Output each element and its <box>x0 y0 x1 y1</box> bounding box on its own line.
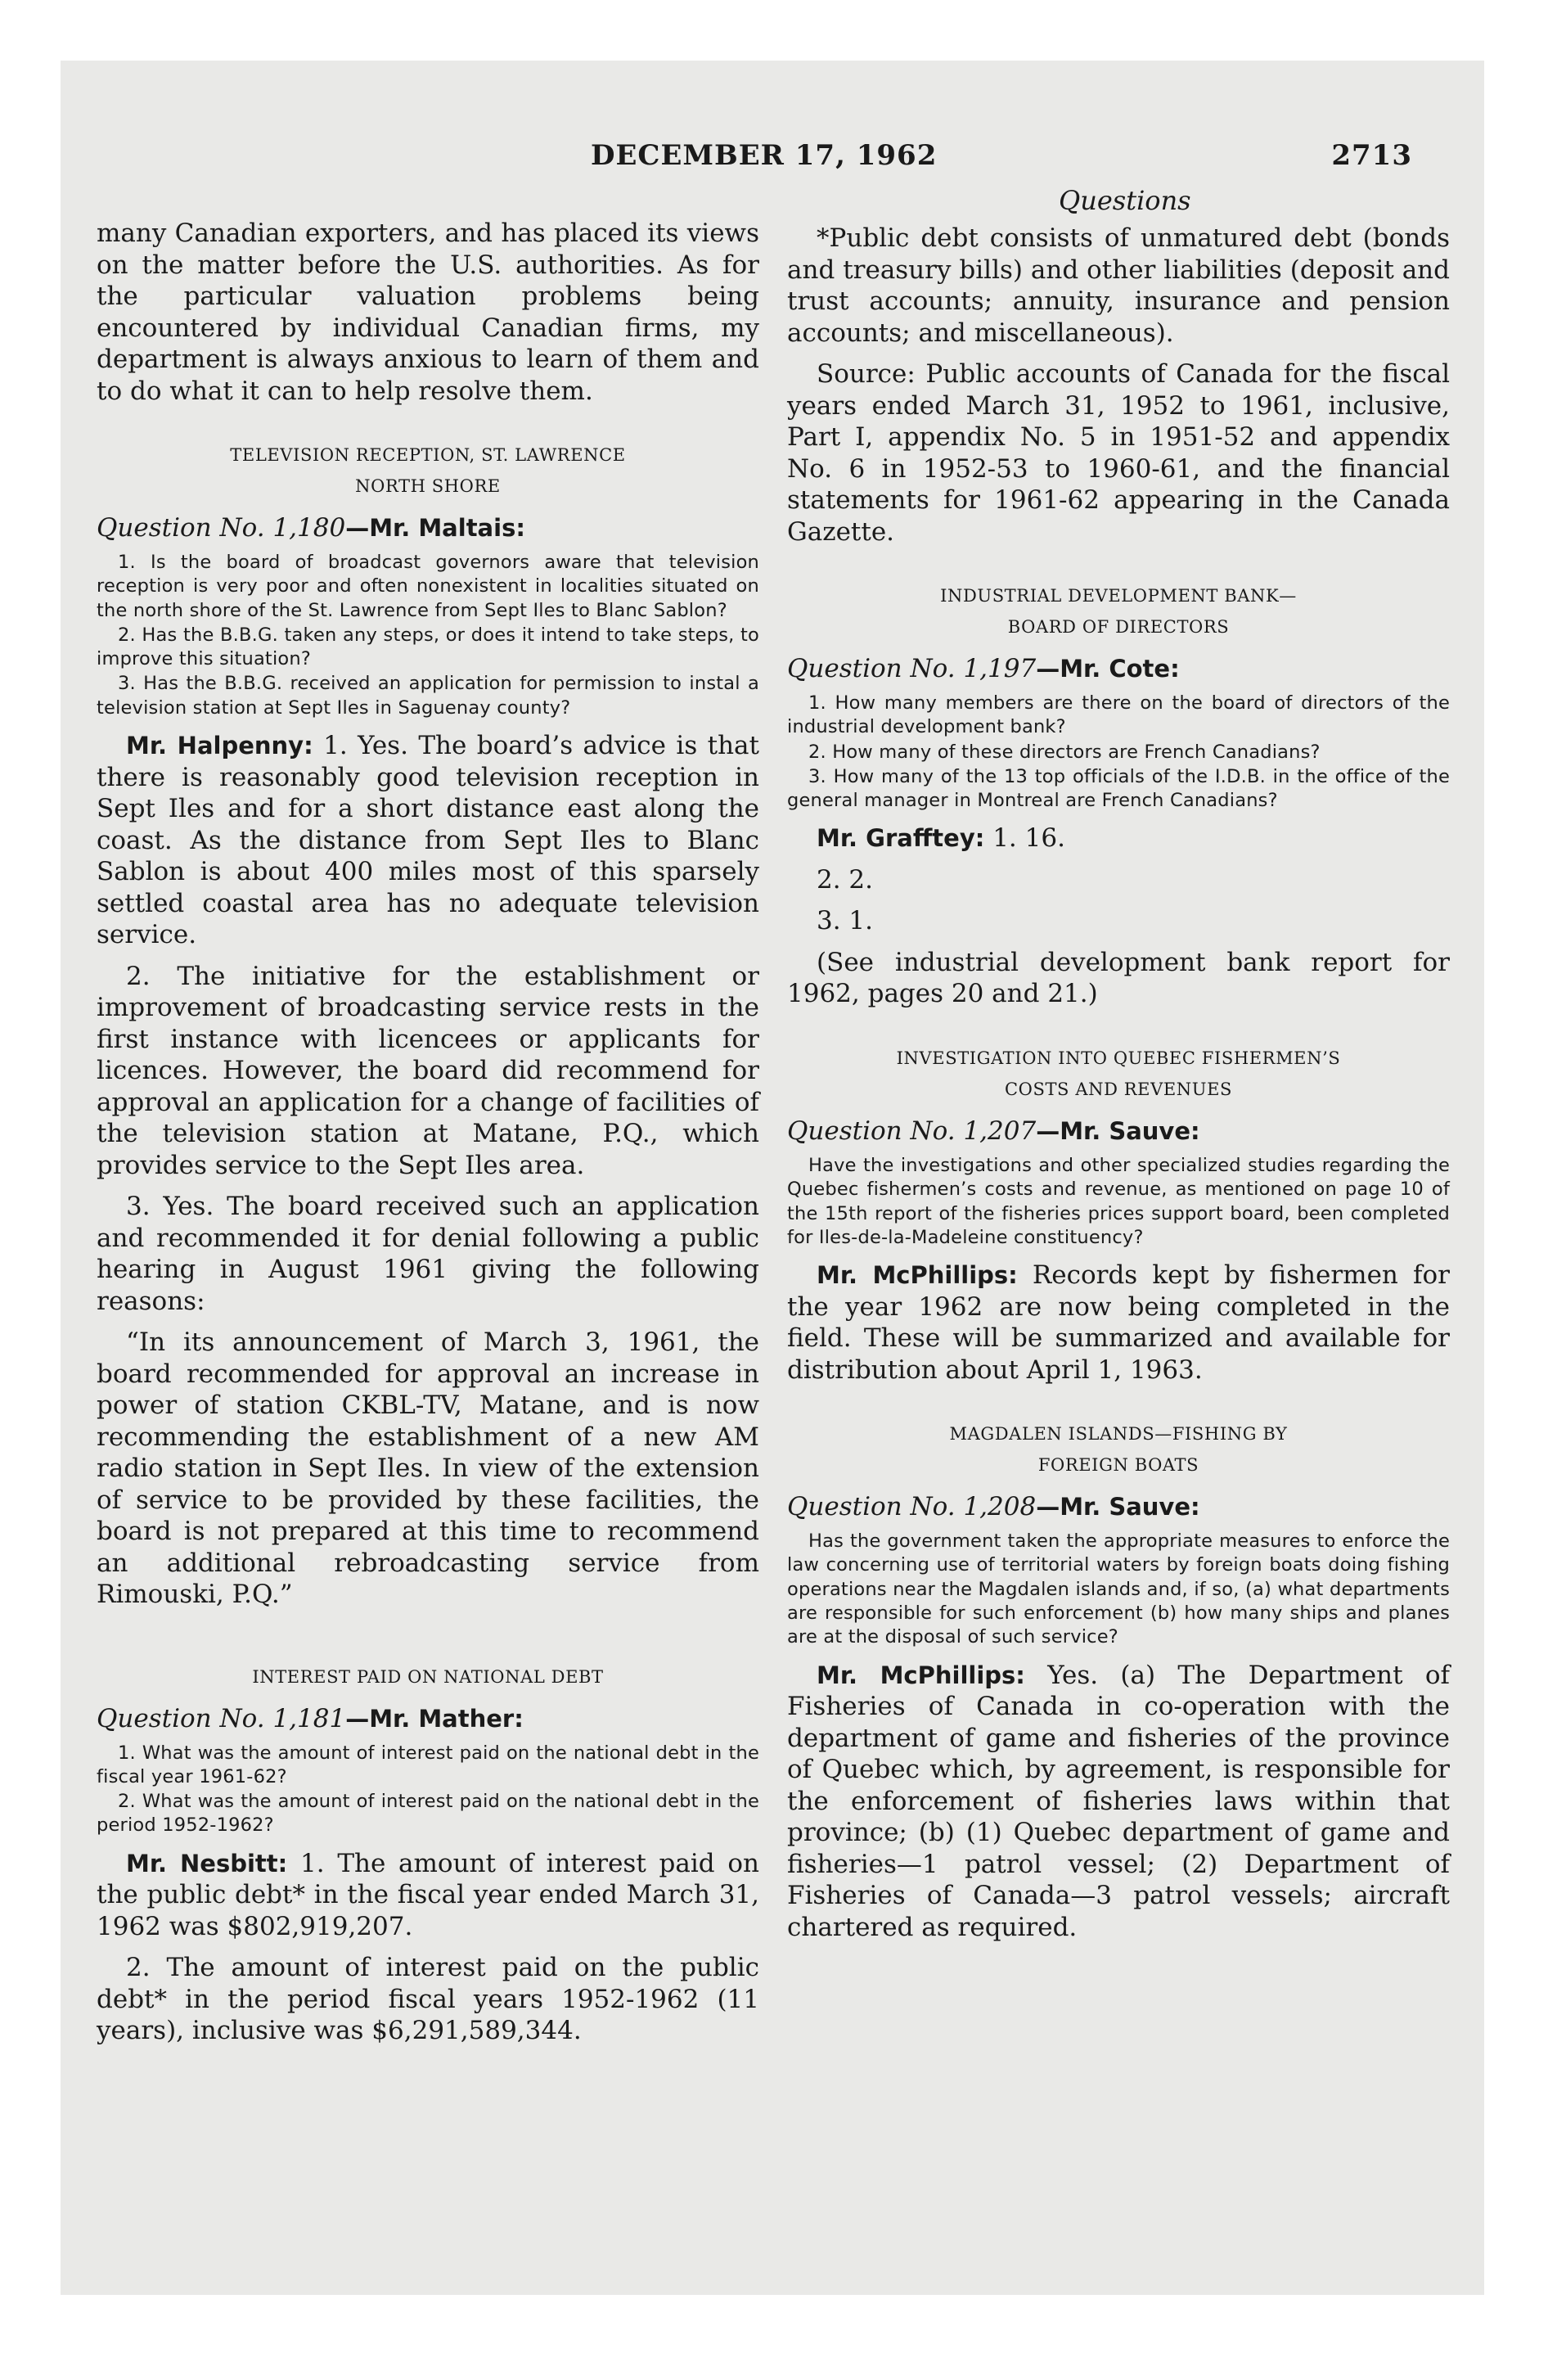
answer-speaker: Mr. Halpenny: <box>126 732 313 760</box>
answer-text: 1. 16. <box>992 823 1065 854</box>
answer-speaker: Mr. Nesbitt: <box>126 1849 288 1877</box>
question-text: 3. How many of the 13 top officials of the I.D.B. in the office of the general manager in Montreal are French Canadians? <box>787 765 1450 812</box>
topic-heading-line: MAGDALEN ISLANDS—FISHING BY <box>949 1424 1288 1445</box>
topic-heading-line: INTEREST PAID ON NATIONAL DEBT <box>252 1666 604 1687</box>
question-member: —Mr. Sauve: <box>1036 1116 1200 1145</box>
question-text: 2. What was the amount of interest paid on the national debt in the period 1952-1962? <box>97 1791 759 1837</box>
question-number: Question No. 1,181 <box>97 1703 346 1733</box>
topic-heading-line: NORTH SHORE <box>355 476 501 496</box>
answer-text: Yes. (a) The Department of Fisheries of Canada in co-operation with the department of game and fisheries of the province of Quebec which, by agreement, is responsible for the enforcement of fisheries laws within that province; (b) (1) Quebec department of game and fisheries—1 patrol vessel; (2) Department of Fisheries of Canada—3 patrol vessels; aircraft chartered as required. <box>787 1660 1450 1942</box>
header-date: DECEMBER 17, 1962 <box>591 139 938 172</box>
question-text: 1. What was the amount of interest paid on the national debt in the fiscal year 1961-62? <box>97 1742 759 1787</box>
question-text: 2. Has the B.B.G. taken any steps, or does it intend to take steps, to improve this situation? <box>97 624 759 670</box>
question-text: Have the investigations and other specialized studies regarding the Quebec fishermen’s costs and revenue, as mentioned on page 10 of the 15th report of the fisheries prices support board, been completed for Iles-de-la-Madeleine constituency? <box>787 1154 1450 1248</box>
answer-speaker: Mr. Grafftey: <box>817 824 985 853</box>
answer-paragraph: 2. The amount of interest paid on the public debt* in the period fiscal years 1952-1962 (11 years), inclusive was $6,291,589,344. <box>97 1953 759 2046</box>
question-heading <box>97 1702 759 1735</box>
topic-heading-fish <box>787 1043 1450 1105</box>
header-page-number: 2713 <box>1331 139 1412 172</box>
topic-heading-tv <box>97 439 759 502</box>
answer-paragraph <box>787 823 1450 854</box>
answer-paragraph <box>787 1260 1450 1386</box>
topic-heading-line: INDUSTRIAL DEVELOPMENT BANK— <box>940 586 1297 606</box>
topic-heading-debt <box>97 1661 759 1693</box>
question-heading <box>787 1490 1450 1523</box>
answer-paragraph: 3. 1. <box>817 906 874 936</box>
answer-paragraph: 3. Yes. The board received such an application and recommended it for denial following a public hearing in August 1961 giving the following reasons: <box>97 1192 759 1316</box>
question-text: 2. How many of these directors are French Canadians? <box>808 741 1321 763</box>
intro-paragraph: many Canadian exporters, and has placed its views on the matter before the U.S. authorities. As for the particular valuation problems being encountered by individual Canadian firms, my department is always anxious to learn of them and to do what it can to help resolve them. <box>97 219 759 406</box>
answer-paragraph <box>97 1848 759 1943</box>
hansard-page <box>61 61 1484 2295</box>
answer-note: (See industrial development bank report for 1962, pages 20 and 21.) <box>787 947 1450 1009</box>
topic-heading-idb <box>787 580 1450 642</box>
topic-heading-line: COSTS AND REVENUES <box>1004 1079 1233 1099</box>
question-text: 1. How many members are there on the board of directors of the industrial development bank? <box>787 692 1450 738</box>
header-section: Questions <box>1059 185 1191 216</box>
answer-text: 1. Yes. The board’s advice is that there is reasonably good television reception in Sept Iles and for a short distance east along the coast. As the distance from Sept Iles to Blanc Sablon is about 400 miles most of this sparsely settled coastal area has no adequate television service. <box>97 731 759 950</box>
question-heading <box>787 1115 1450 1147</box>
answer-paragraph <box>97 730 759 951</box>
question-heading <box>97 512 759 544</box>
answer-text: 1. The amount of interest paid on the public debt* in the fiscal year ended March 31, 1962 was $802,919,207. <box>97 1848 759 1941</box>
footnote-paragraph: *Public debt consists of unmatured debt (bonds and treasury bills) and other liabilities (deposit and trust accounts; annuity, insurance and pension accounts; and miscellaneous). <box>787 223 1450 348</box>
topic-heading-magdalen <box>787 1418 1450 1481</box>
question-member: —Mr. Cote: <box>1036 655 1180 683</box>
question-number: Question No. 1,197 <box>787 654 1037 683</box>
topic-heading-line: INVESTIGATION INTO QUEBEC FISHERMEN’S <box>896 1048 1341 1068</box>
question-heading <box>787 652 1450 685</box>
question-member: —Mr. Mather: <box>345 1704 524 1733</box>
answer-speaker: Mr. McPhillips: <box>817 1261 1018 1290</box>
answer-speaker: Mr. McPhillips: <box>817 1661 1025 1689</box>
answer-paragraph: 2. 2. <box>817 864 874 895</box>
question-number: Question No. 1,208 <box>787 1492 1037 1522</box>
question-text: 3. Has the B.B.G. received an application for permission to instal a television station at Sept Iles in Saguenay county? <box>97 673 759 719</box>
question-text: 1. Is the board of broadcast governors aware that television reception is very poor and often nonexistent in localities situated on the north shore of the St. Lawrence from Sept Iles to Blanc Sablon? <box>97 552 759 621</box>
question-number: Question No. 1,180 <box>97 513 346 543</box>
question-member: —Mr. Maltais: <box>345 514 525 542</box>
source-paragraph: Source: Public accounts of Canada for the fiscal years ended March 31, 1952 to 1961, inclusive, Part I, appendix No. 5 in 1951-52 and appendix No. 6 in 1952-53 to 1960-61, and the financial statements for 1961-62 appearing in the Canada Gazette. <box>787 359 1450 547</box>
answer-text: Records kept by fishermen for the year 1962 are now being completed in the field. These will be summarized and available for distribution about April 1, 1963. <box>787 1260 1450 1385</box>
answer-paragraph: 2. The initiative for the establishment or improvement of broadcasting service rests in the first instance with licencees or applicants for licences. However, the board did recommend for approval an application for a change of facilities of the television station at Matane, P.Q., which provides service to the Sept Iles area. <box>97 961 759 1180</box>
topic-heading-line: BOARD OF DIRECTORS <box>1007 617 1230 637</box>
answer-quote: “In its announcement of March 3, 1961, the board recommended for approval an increase in power of station CKBL-TV, Matane, and is now recommending the establishment of a new AM radio station in Sept Iles. In view of the extension of service to be provided by these facilities, the board is not prepared at this time to recommend an additional rebroadcasting service from Rimouski, P.Q.” <box>97 1327 759 1610</box>
topic-heading-line: FOREIGN BOATS <box>1037 1455 1199 1476</box>
question-text: Has the government taken the appropriate measures to enforce the law concerning use of territorial waters by foreign boats doing fishing operations near the Magdalen islands and, if so, (a) what departments are responsible for such enforcement (b) how many ships and planes are at the disposal of such service? <box>787 1530 1450 1648</box>
left-column <box>97 218 759 2047</box>
question-member: —Mr. Sauve: <box>1036 1493 1200 1521</box>
right-column <box>787 223 1450 1943</box>
question-number: Question No. 1,207 <box>787 1116 1037 1146</box>
topic-heading-line: TELEVISION RECEPTION, ST. LAWRENCE <box>230 445 626 465</box>
answer-paragraph <box>787 1660 1450 1944</box>
